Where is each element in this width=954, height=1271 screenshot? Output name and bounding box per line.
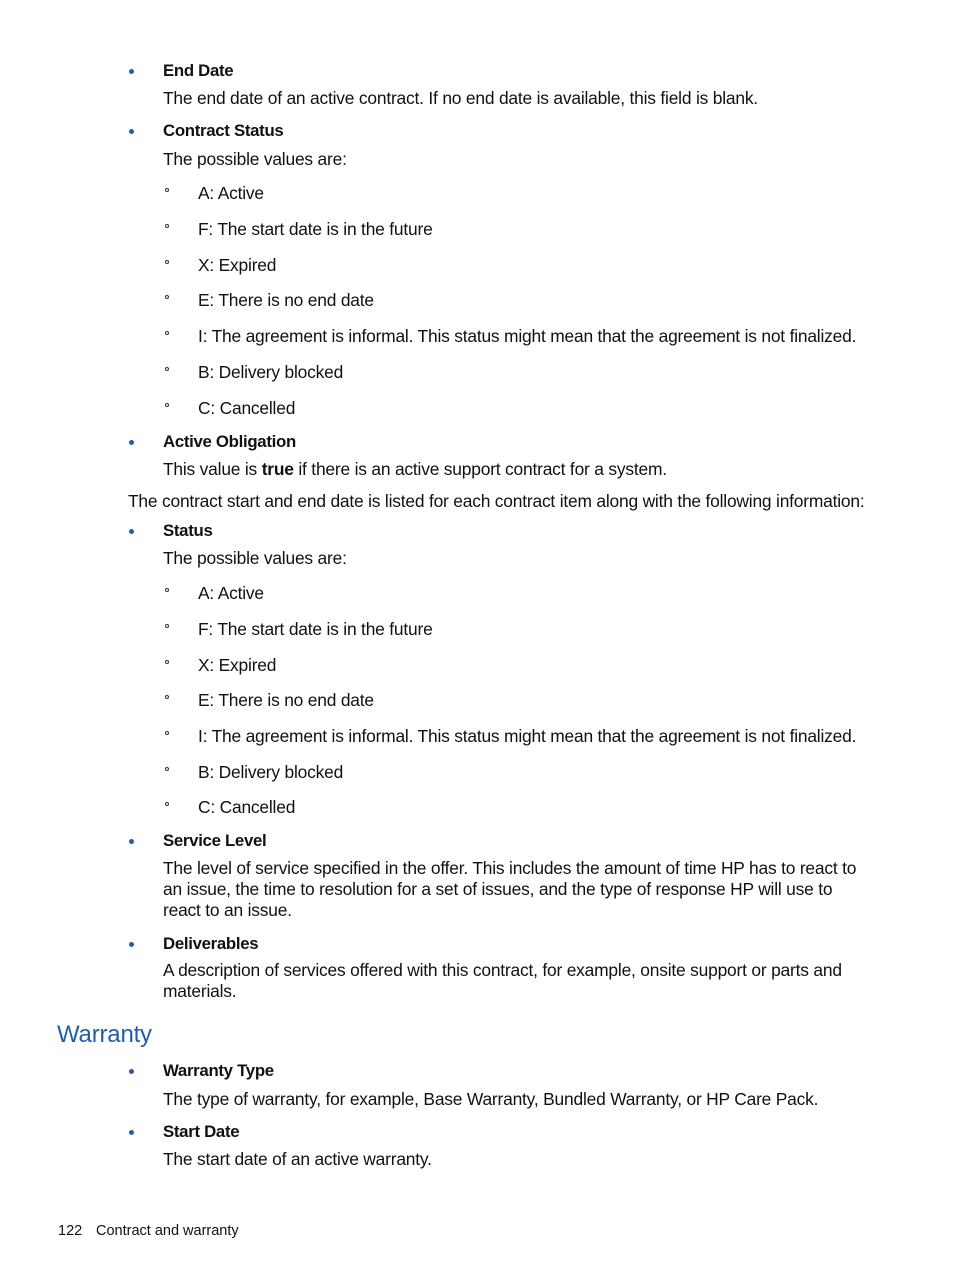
status-value: C: Cancelled	[198, 797, 296, 817]
bullet-icon	[129, 839, 134, 844]
desc-warranty-type: The type of warranty, for example, Base Warranty, Bundled Warranty, or HP Care Pack.	[163, 1089, 819, 1109]
circle-bullet-icon	[165, 767, 169, 771]
bullet-icon	[129, 529, 134, 534]
bullet-icon	[129, 1130, 134, 1135]
term-service-level: Service Level	[163, 831, 267, 850]
status-value: X: Expired	[198, 655, 277, 675]
circle-bullet-icon	[165, 695, 169, 699]
contract-status-value: B: Delivery blocked	[198, 362, 344, 382]
circle-bullet-icon	[165, 188, 169, 192]
status-value: A: Active	[198, 583, 264, 603]
contract-item-intro: The contract start and end date is listed for each contract item along with the following information:	[128, 491, 865, 511]
desc-end-date: The end date of an active contract. If no end date is available, this field is blank.	[163, 88, 758, 108]
bullet-icon	[129, 1069, 134, 1074]
contract-status-value: A: Active	[198, 183, 264, 203]
status-value: F: The start date is in the future	[198, 619, 433, 639]
term-warranty-type: Warranty Type	[163, 1061, 274, 1080]
contract-status-value: I: The agreement is informal. This status might mean that the agreement is not finalized.	[198, 326, 857, 346]
desc-active-obligation-post: if there is an active support contract for a system.	[293, 459, 667, 479]
circle-bullet-icon	[165, 403, 169, 407]
desc-deliverables: A description of services offered with this contract, for example, onsite support or parts and materials.	[163, 960, 842, 1001]
section-heading-warranty: Warranty	[57, 1021, 152, 1048]
circle-bullet-icon	[165, 660, 169, 664]
status-intro: The possible values are:	[163, 548, 347, 568]
circle-bullet-icon	[165, 624, 169, 628]
footer-section-title: Contract and warranty	[96, 1223, 239, 1239]
circle-bullet-icon	[165, 367, 169, 371]
status-value: B: Delivery blocked	[198, 762, 344, 782]
contract-status-value: E: There is no end date	[198, 290, 374, 310]
circle-bullet-icon	[165, 260, 169, 264]
term-start-date: Start Date	[163, 1122, 240, 1141]
desc-active-obligation-pre: This value is	[163, 459, 262, 479]
bullet-icon	[129, 69, 134, 74]
desc-active-obligation	[163, 458, 667, 480]
term-contract-status: Contract Status	[163, 121, 284, 140]
circle-bullet-icon	[165, 331, 169, 335]
contract-status-value: C: Cancelled	[198, 398, 296, 418]
contract-status-value: X: Expired	[198, 255, 277, 275]
status-value: I: The agreement is informal. This status might mean that the agreement is not finalized.	[198, 726, 857, 746]
term-status: Status	[163, 521, 213, 540]
circle-bullet-icon	[165, 224, 169, 228]
term-deliverables: Deliverables	[163, 934, 259, 953]
desc-service-level: The level of service specified in the offer. This includes the amount of time HP has to react to an issue, the time to resolution for a set of issues, and the type of response HP will use to react to an issue.	[163, 858, 857, 920]
desc-start-date: The start date of an active warranty.	[163, 1149, 432, 1169]
term-end-date: End Date	[163, 61, 234, 80]
bullet-icon	[129, 129, 134, 134]
bullet-icon	[129, 440, 134, 445]
desc-active-obligation-value: true	[261, 459, 294, 479]
circle-bullet-icon	[165, 731, 169, 735]
contract-status-intro: The possible values are:	[163, 149, 347, 169]
term-active-obligation: Active Obligation	[163, 432, 296, 451]
page-number: 122	[58, 1223, 83, 1239]
contract-status-value: F: The start date is in the future	[198, 219, 433, 239]
circle-bullet-icon	[165, 295, 169, 299]
bullet-icon	[129, 942, 134, 947]
circle-bullet-icon	[165, 802, 169, 806]
circle-bullet-icon	[165, 588, 169, 592]
status-value: E: There is no end date	[198, 690, 374, 710]
